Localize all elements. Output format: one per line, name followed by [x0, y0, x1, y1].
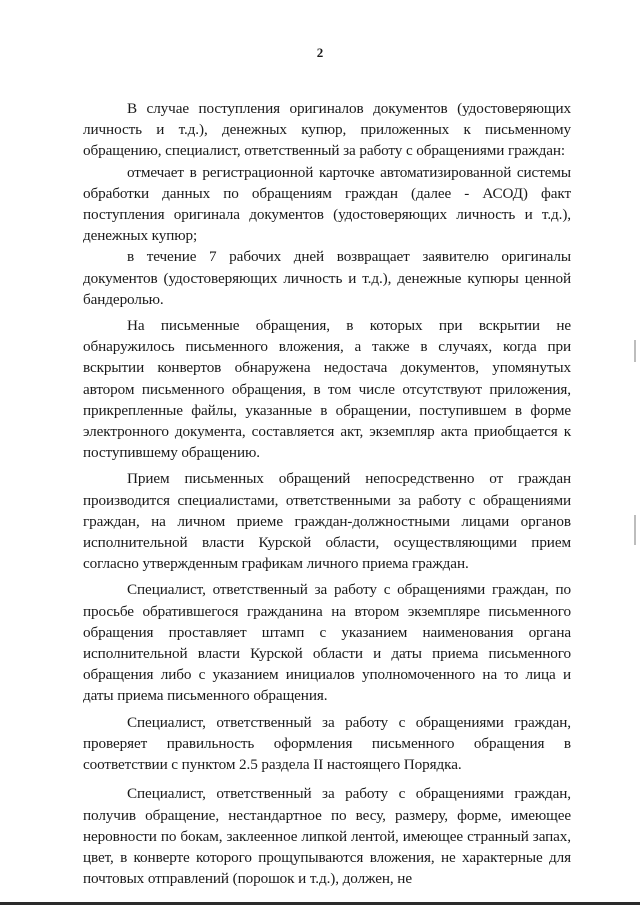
- paragraph-suspicious-mail: Специалист, ответственный за работу с обращениями граждан, получив обращение, нестандартное по весу, размеру, форме, имеющее неровности по бокам, заклеенное липкой лентой, имеющее странный запах, цвет, в конверте которого прощупываются вложения, не характерные для почтовых отправлений (порошок и т.д.), должен, не: [83, 785, 571, 888]
- paragraph-originals-intro: В случае поступления оригиналов документов (удостоверяющих личность и т.д.), денежных купюр, приложенных к письменному обращению, специалист, ответственный за работу с обращениями граждан:: [83, 100, 571, 160]
- scan-edge-mark: [634, 340, 636, 362]
- paragraph-personal-reception: Прием письменных обращений непосредственно от граждан производится специалистами, ответственными за работу с обращениями граждан, на личном приеме граждан-должностными лицами органов исполнительной власти Курской области, осуществляющими прием согласно утвержденным графикам личного приема граждан.: [83, 470, 571, 573]
- paragraph-stamp-on-copy: Специалист, ответственный за работу с обращениями граждан, по просьбе обратившегося гражданина на втором экземпляре письменного обращения проставляет штамп с указанием наименования органа исполнительной власти Курской области и даты приема письменного обращения либо с указанием инициалов уполномоченного на то лица и даты приема письменного обращения.: [83, 581, 571, 705]
- scan-edge-mark: [634, 515, 636, 545]
- document-body: [83, 98, 571, 889]
- paragraph-return-originals: в течение 7 рабочих дней возвращает заявителю оригиналы документов (удостоверяющих личность и т.д.), денежные купюры ценной бандеролью.: [83, 248, 571, 308]
- page-number: 2: [316, 45, 324, 60]
- paragraph-check-formatting: Специалист, ответственный за работу с обращениями граждан, проверяет правильность оформления письменного обращения в соответствии с пунктом 2.5 раздела II настоящего Порядка.: [83, 713, 571, 774]
- paragraph-asod-registration: отмечает в регистрационной карточке автоматизированной системы обработки данных по обращениям граждан (далее - АСОД) факт поступления оригинала документов (удостоверяющих личность и т.д.), денежных купюр;: [83, 163, 571, 245]
- paragraph-missing-attachments: На письменные обращения, в которых при вскрытии не обнаружилось письменного вложения, а также в случаях, когда при вскрытии конвертов обнаружена недостача документов, упомянутых автором письменного обращения, в том числе отсутствуют приложения, прикрепленные файлы, указанные в обращении, поступившем в форме электронного документа, составляется акт, экземпляр акта приобщается к поступившему обращению.: [83, 317, 571, 462]
